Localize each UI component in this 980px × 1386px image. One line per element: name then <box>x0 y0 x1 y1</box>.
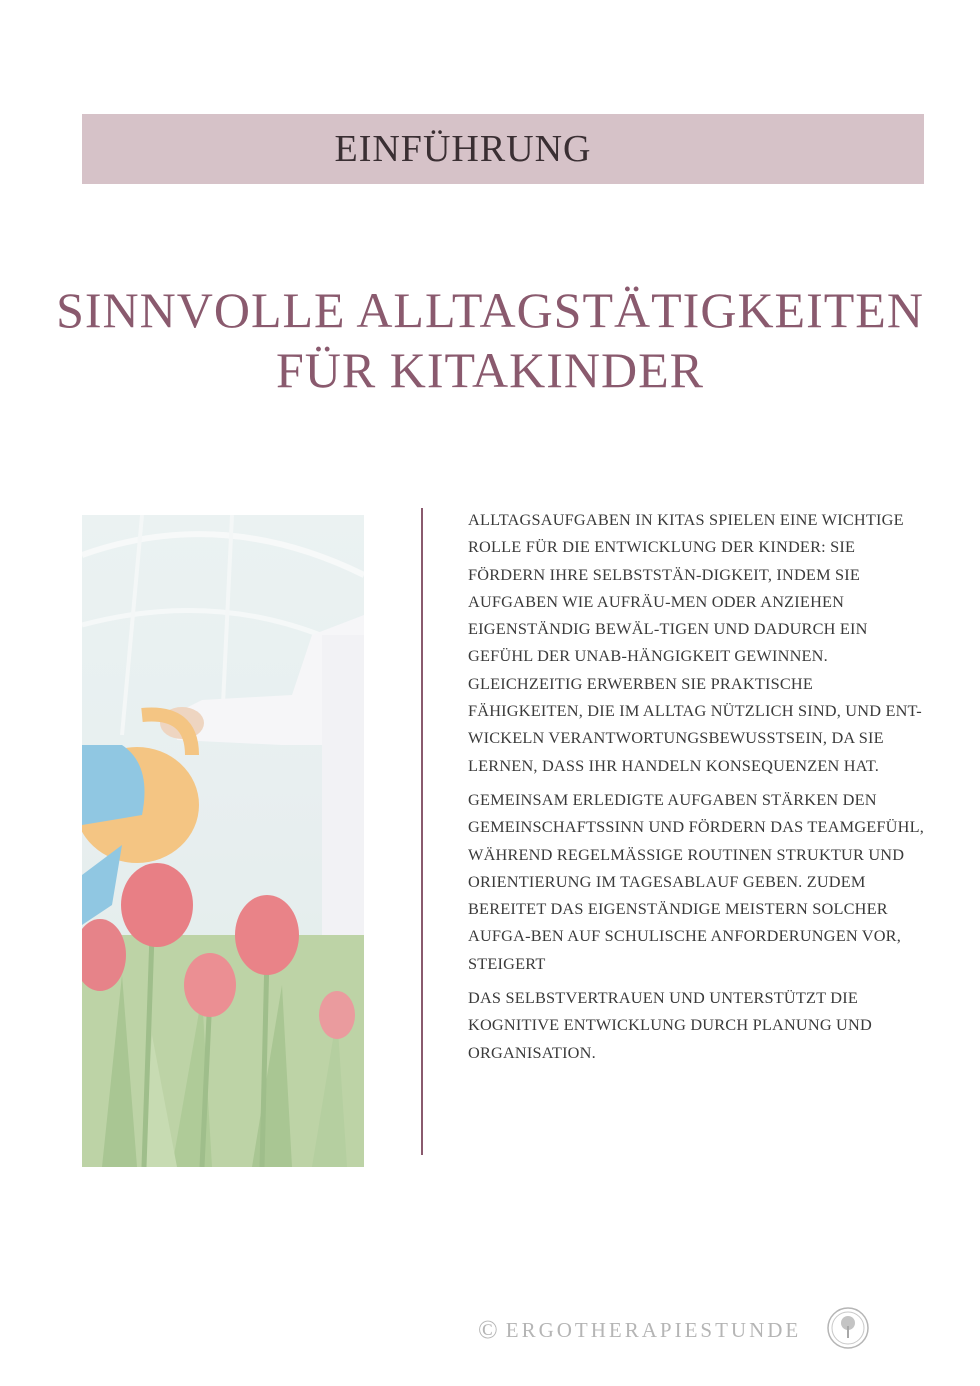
page-title-line-1: SINNVOLLE ALLTAGSTÄTIGKEITEN <box>56 282 924 338</box>
intro-paragraph-1: ALLTAGSAUFGABEN IN KITAS SPIELEN EINE WICHTIGE ROLLE FÜR DIE ENTWICKLUNG DER KINDER: SIE FÖRDERN IHRE SELBSTSTÄN-DIGKEIT, INDEM SIE AUFGABEN WIE AUFRÄU-MEN ODER ANZIEHEN EIGENSTÄNDIG BEWÄL-TIGEN UND DADURCH EIN GEFÜHL DER UNAB-HÄNGIGKEIT GEWINNEN. GLEICHZEITIG ERWERBEN SIE PRAKTISCHE FÄHIGKEITEN, DIE IM ALLTAG NÜTZLICH SIND, UND ENT-WICKELN VERANTWORTUNGSBEWUSSTSEIN, DA SIE LERNEN, DASS IHR HANDELN KONSEQUENZEN HAT. <box>468 510 922 775</box>
page-title-line-2: FÜR KITAKINDER <box>275 342 705 398</box>
page-title <box>40 280 940 400</box>
section-header-band <box>82 114 924 184</box>
intro-text <box>468 506 926 1073</box>
vertical-divider <box>421 508 423 1155</box>
tree-seal-icon <box>826 1306 870 1350</box>
footer-brand <box>478 1312 801 1348</box>
child-watering-tulips-image <box>82 515 364 1167</box>
intro-paragraph-3: DAS SELBSTVERTRAUEN UND UNTERSTÜTZT DIE KOGNITIVE ENTWICKLUNG DURCH PLANUNG UND ORGANISATION. <box>468 988 872 1062</box>
section-header-label: EINFÜHRUNG <box>334 128 592 170</box>
copyright-icon: © <box>478 1315 498 1344</box>
brand-name: ERGOTHERAPIESTUNDE <box>505 1317 802 1342</box>
intro-paragraph-2: GEMEINSAM ERLEDIGTE AUFGABEN STÄRKEN DEN GEMEINSCHAFTSSINN UND FÖRDERN DAS TEAMGEFÜHL, WÄHREND REGELMÄSSIGE ROUTINEN STRUKTUR UND ORIENTIERUNG IM TAGESABLAUF GEBEN. ZUDEM BEREITET DAS EIGENSTÄNDIGE MEISTERN SOLCHER AUFGA-BEN AUF SCHULISCHE ANFORDERUNGEN VOR, STEIGERT <box>468 789 925 973</box>
